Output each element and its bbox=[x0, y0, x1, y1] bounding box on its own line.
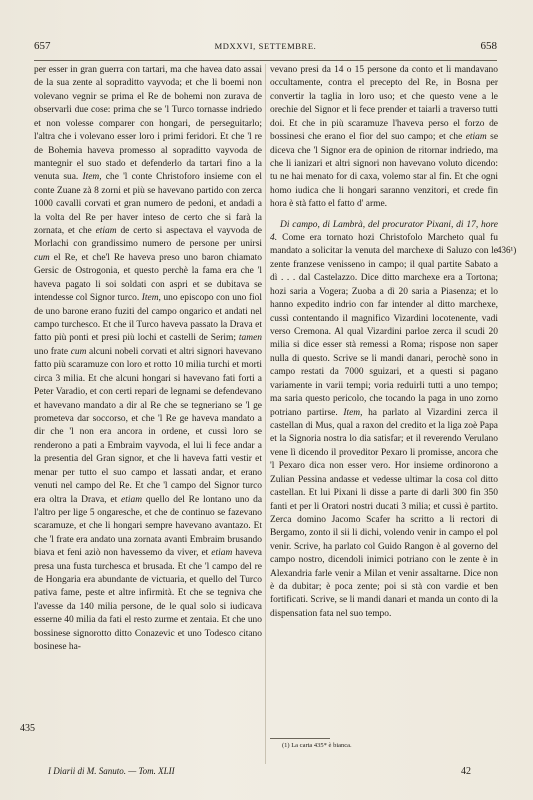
page-footer bbox=[34, 766, 497, 780]
right-column bbox=[270, 64, 498, 684]
margin-folio-left: 435 bbox=[20, 723, 35, 734]
page-number-right: 658 bbox=[480, 40, 497, 52]
text-run: vevano presi da 14 o 15 persone da conto et li mandavano occultamente, contra el precepto del Re, in Bosna per convertir la taglia in loro uso; et che questo vene a le orechie del Signor et li fece prender et taiarli a traverso tutti doi. Et che in più scaramuze l'haveva perso el forzo de bossinesi che erano el fior del suo campo; et che bbox=[270, 65, 498, 143]
text-run: haveva presa una fusta turchesca et brusada. Et che 'l campo del re de Hongaria era abundante de victuaria, et quello del Turco pativa fame, peste et altre infirmità. Et che se tegniva che l'avesse da 140 milia persone, de le qual solo si iudicava esserne 40 milia da fati el resto zurme et zentaia. Et che uno bossinese signorotto ditto Conazevic et uno Todesco citano bosinese ha- bbox=[34, 548, 262, 653]
text-run: quello del Re lontano uno da l'altro per lige 5 ongaresche, et che de continuo se fazevano scaramuze, et che li hongari sempre havevano avantazo. Et che 'l frate era andato una zornata avanti Embraim brusando biava et feni aziò non havessemo da viver, et bbox=[34, 494, 263, 559]
italic-term: etiam bbox=[211, 548, 233, 559]
text-run: alcuni nobeli corvati et altri signori havevano fatto più scaramuze con loro et rotto 10 milia turchi et morti circa 3 milia. Et che alcuni hongari si havevano fati forti a Peter Varadio, et con certi repari de legnami se defendevano et havevano mandato a dir al Re che se tegneriano se 'l ge prometeva dar soccorso, et che 'l Re ge haveva mandato a dir che 'l non era ancora in ordene, et cussì loro se renderono a pati a Embraim vayvoda, el lui li fece andar a la presentia del Gran signor, et che li haveva fatti vestir et menar per tutto el suo campo et lassati andar, et erano venuti nel campo del Re. Et che 'l campo del Signor turco era oltra la Drava, et bbox=[34, 346, 262, 505]
header-rule bbox=[34, 60, 497, 61]
text-run: se diceva che 'l Signor era de opinion de ritornar indriedo, ma che li ianizari et altri signori non havevano voluto dicendo: tu ne hai menato for di caxa, volemo star al fin. Et che ogni homo iudica che li hongari saranno venzitori, et crede fin hora è stà fatto el fatto d' arme. bbox=[270, 132, 499, 210]
text-run: de certo si aspectava el vayvoda de Morlachi con grandissimo numero de persone per unirsi bbox=[34, 226, 262, 250]
italic-term: Item, bbox=[82, 172, 102, 183]
running-title: MDXXVI, SETTEMBRE. bbox=[214, 41, 317, 51]
italic-term: tamen bbox=[238, 333, 262, 344]
italic-term: cum bbox=[70, 346, 87, 357]
italic-term: cum bbox=[34, 252, 50, 263]
signature-number: 42 bbox=[461, 766, 471, 777]
entry-heading: Di campo, di Lambrà, del procurator Pixani, di 17, hore 4. bbox=[270, 219, 498, 244]
footnote-rule bbox=[270, 738, 330, 739]
page-header bbox=[34, 40, 497, 56]
text-run: Come era tornato hozi Christofolo Marcheto qual fu mandato a solicitar la venuta del marchexe di Saluzo con le zente franzese venisseno in campo; il qual partite Sabato a dì . . . dal Castelazzo. Dice ditto marchexe era a Tortona; hozi saria a Vogera; Zuoba a dì 20 saria a Piasenza; et lo hanno expedito indrio con far intender al ditto marchexe, cussì contentando il magnifico Vizardini locotenente, vadi verso Cremona. Al qual Vizardini parloe zerca il scudi 20 milia si dice esser stà remessi a Roma; rispose non saper nulla di questo. Scrive se li mandi danari, perochè sono in campo restati da 7000 sguizari, et a questi si pagano variamente in varii tempi; voria reduirli tutti a uno tempo; ma saria questo pericolo, che tocando la paga in uno zorno potriano partirse. bbox=[270, 233, 498, 418]
right-paragraph bbox=[270, 64, 498, 212]
margin-folio-right: 436¹) bbox=[497, 245, 517, 255]
page-number-left: 657 bbox=[34, 40, 51, 52]
text-run: uno frate bbox=[34, 346, 69, 357]
text-run: uno episcopo con uno fiol de uno barone erano fuziti del campo ongarico et andati nel campo turchesco. Et che il Turco haveva passato la Drava et fatto più ponti et presi più lochi et castelli de Serim; bbox=[34, 293, 262, 344]
italic-term: etiam bbox=[465, 132, 487, 143]
text-run: che 'l conte Christoforo insieme con el conte Zuane zà 8 zorni et più se havevano partido con zerca 1000 cavalli corvati et gran numero de pedoni, et andadi a la volta del Re per haver inteso de certo che si farà la zornata, et che bbox=[34, 172, 263, 237]
italic-term: Item, bbox=[141, 293, 161, 304]
italic-term: Item, bbox=[343, 407, 363, 418]
footnote: (1) La carta 435* è bianca. bbox=[282, 742, 352, 749]
text-run: ha parlato al Vizardini zerca il castellan di Mus, qual a raxon del credito et la liga zoè Papa et la Signoria nostra lo dia satisfar; et il reverendo Verulano vene lì dicendo il proveditor Pexaro li promisse, ancora che 'l Pexaro dica non esser vero. Hor insieme ordinorono a Zulian Pessina andasse et vedesse ultimar la cosa col ditto castellan. Et lui Pixani li disse a parte di darli 300 fin 350 fanti et per li Oratori nostri ducati 3 milia; et cussì è partito. Zerca domino Jacomo Scafer ha scritto a li rectori di Bergamo, zonto il sii li dichi, volendo venir in campo el pol venir. Scrive, ha parlato col Guido Rangon è al governo del campo nostro, dicendoli inimici potriano con le zente è in Alexandria farle venir a Milan et venir assaltarne. Dice non è da dubitar; è poca zente; poi si stà con vardie et ben fortificati. Scrive, se li mandi danari et manda un conto di la dispensation fata nel suo tempo. bbox=[270, 407, 499, 619]
footer-citation: I Diarii di M. Sanuto. — Tom. XLII bbox=[48, 766, 175, 776]
italic-term: etiam bbox=[121, 494, 143, 505]
text-run: per esser in gran guerra con tartari, ma che havea dato assai de la sua zente al sopraditto vayvoda; et che li boemi non volevano vegnir se prima el Re de bohemi non zurava de observarli due cose: prima che se 'l Turco tornasse indriedo et non volesse comparer con hongari, de perseguitarlo; l'altra che i volevano esser loro i primi feridori. Et che 'l re de Bohemia haveva promesso al sopraditto vayvoda de mantegnir el suo stado et defenderlo da tartari fino a la venuta sua. bbox=[34, 65, 262, 183]
column-separator bbox=[265, 64, 266, 764]
italic-term: etiam bbox=[95, 226, 117, 237]
left-paragraph bbox=[34, 64, 262, 655]
left-column bbox=[34, 64, 262, 727]
text-run: el Re, et che'l Re haveva preso uno baron chiamato Gersic de Ostrogonia, et questo perchè la fama era che 'l haveva pagato li soi soldati con aspri et se dubitava se intendesse col Signor turco. bbox=[34, 252, 263, 304]
letter-entry bbox=[270, 219, 498, 622]
